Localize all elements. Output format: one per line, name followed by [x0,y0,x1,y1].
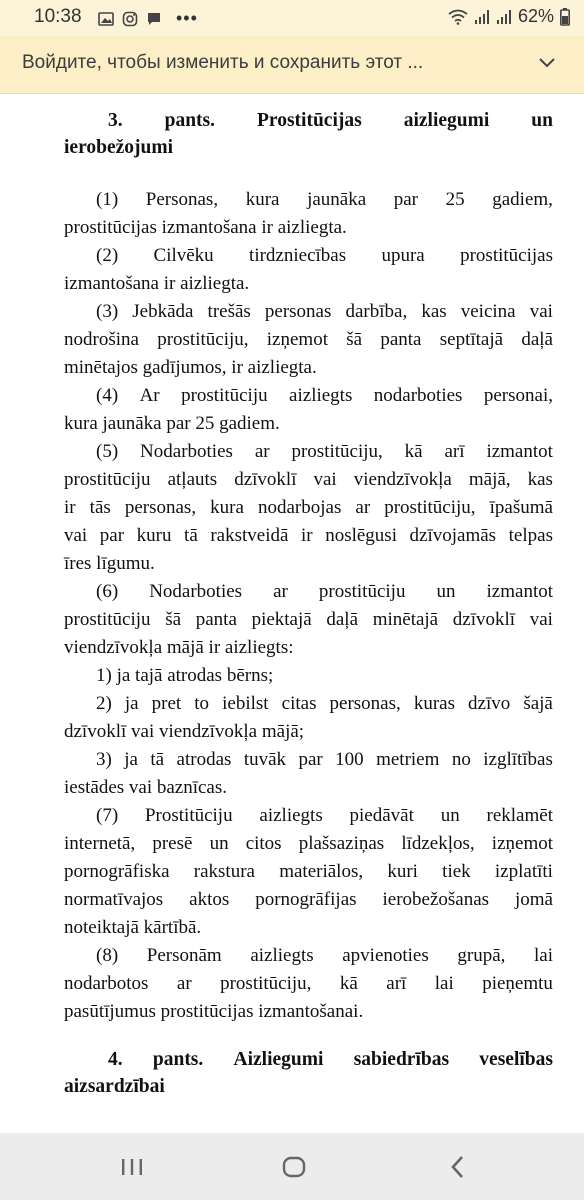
list-item-3: 3) ja tā atrodas tuvāk par 100 metriem no izglītības iestādes vai baznīcas. [64,746,553,802]
recent-apps-icon[interactable] [118,1153,146,1181]
battery-icon [560,8,570,26]
word: tuvāk [243,749,287,770]
word: prostitūciju [318,581,406,602]
section-3-heading [64,107,553,161]
word: apvienoties [342,945,429,966]
word: trešās [207,301,251,322]
word: Ar [139,385,160,406]
word: tirdzniecības [249,245,347,266]
word: internetā, [64,833,136,854]
word: Personām [146,945,222,966]
word: vai [64,525,88,546]
word: ar [176,973,192,994]
word: par [99,525,125,546]
word: 3) [96,749,112,770]
sign-in-banner-text: Войдите, чтобы изменить и сохранить этот ... [22,52,424,73]
word: personai, [483,385,553,406]
word: šajā [523,693,553,714]
paragraph-7: (7) Prostitūciju aizliegts piedāvāt un reklamēt internetā, presē un citos plašsaziņas līdzekļos, izņemot pornogrāfiska rakstura materiālos, kuri tiek izplatīti normatīvajos aktos pornogrāfijas ierobežošanas jomā noteiktajā kārtībā. [64,802,553,942]
word: prostitūciju, [384,497,476,518]
word: citos [245,833,282,854]
word: izglītības [483,749,553,770]
word: atrodas [176,749,232,770]
word: tiek [442,861,471,882]
word: kas [421,301,447,322]
word: darbība, [345,301,408,322]
word: (3) [96,301,119,322]
word: aizliegts [259,805,323,826]
word: septītajā [439,329,504,350]
word: metriem [376,749,440,770]
word: par [298,749,323,770]
word: (8) [96,945,119,966]
word: pornogrāfijas [255,889,357,910]
section-4-heading [64,1046,553,1100]
paragraph-3: (3) Jebkāda trešās personas darbība, kas veicina vai nodrošina prostitūciju, izņemot šā panta septītajā daļā minētajos gadījumos, ir aizliegta. [64,298,553,382]
word: kuras [413,693,455,714]
word: personas, [329,693,401,714]
word: plašsaziņas [298,833,385,854]
word: kuru [136,525,172,546]
paragraph-8: (8) Personām aizliegts apvienoties grupā, lai nodarbotos ar prostitūciju, kā arī lai pieņemtu pasūtījumus prostitūcijas izmantošanai. [64,942,553,1026]
word: Jebkāda [132,301,194,322]
word: dzīvo [468,693,511,714]
paragraph-2: (2) Cilvēku tirdzniecības upura prostitūcijas izmantošana ir aizliegta. [64,242,553,298]
word: daļā [521,329,553,350]
word: īpašumā [489,497,553,518]
signal-icon-2 [496,9,512,25]
word: ierobežošanas [382,889,490,910]
word: (2) [96,245,119,266]
word: prostitūciju, [291,441,383,462]
word: piektajā [251,609,312,630]
status-right [448,6,570,27]
word: nodarbotos [64,973,149,994]
word: lai [434,973,454,994]
word: 100 [335,749,364,770]
word: (6) [96,581,119,602]
word: nodrošina [64,329,139,350]
word: prostitūciju, [157,329,249,350]
word: pornogrāfiska [64,861,170,882]
word: ir [301,525,313,546]
word: (5) [96,441,119,462]
word: atļauts [167,469,218,490]
word: aktos [189,889,230,910]
word: mājā, [468,469,511,490]
word: presē [152,833,193,854]
word: no [451,749,471,770]
notification-icons [98,8,198,29]
word: tā [150,749,165,770]
word: reklamēt [486,805,553,826]
word: 2) [96,693,112,714]
word: panta [195,609,237,630]
word: prostitūciju [181,385,268,406]
word: ar [254,441,270,462]
paragraph-4: (4) Ar prostitūciju aizliegts nodarboties personai, kura jaunāka par 25 gadiem. [64,382,553,438]
gallery-icon [98,11,114,27]
word: vai [529,609,553,630]
word: arī [444,441,465,462]
word: materiālos, [279,861,364,882]
word: prostitūciju [64,609,151,630]
navigation-bar [0,1133,584,1200]
word: daļā [326,609,359,630]
word: nodarbojas [257,497,342,518]
word: (4) [96,385,119,406]
section-3-heading-line1: 3. pants. Prostitūcijas aizliegumi un [108,110,553,131]
word: piedāvāt [349,805,414,826]
word: pret [151,693,182,714]
word: personas, [124,497,197,518]
word: ja [124,693,139,714]
word: tās [89,497,111,518]
word: ar [355,497,371,518]
word: upura [381,245,425,266]
more-notifications: ••• [176,8,198,28]
word: dzīvoklī [234,469,297,490]
word: kuri [387,861,418,882]
paragraph-5: (5) Nodarboties ar prostitūciju, kā arī izmantot prostitūciju atļauts dzīvoklī vai viendzīvokļa mājā, kas ir tās personas, kura nodarbojas ar prostitūciju, īpašumā vai par kuru tā rakstveidā ir noslēgusi dzīvojamās telpas īres līgumu. [64,438,553,578]
word: to [194,693,210,714]
word: lai [534,945,553,966]
word: Cilvēku [153,245,214,266]
paragraph-6: (6) Nodarboties ar prostitūciju un izmantot prostitūciju šā panta piektajā daļā minētajā dzīvoklī vai viendzīvokļa mājā ir aizliegts: [64,578,553,662]
word: noslēgusi [325,525,397,546]
word: gadiem, [492,189,553,210]
word: personas [264,301,332,322]
word: rakstveidā [210,525,289,546]
word: (7) [96,805,119,826]
word: izmantot [486,441,553,462]
word: rakstura [193,861,255,882]
word: kura [210,497,244,518]
word: jomā [515,889,553,910]
word: citas [281,693,317,714]
word: šā [165,609,182,630]
word: izplatīti [494,861,553,882]
message-icon [146,11,162,27]
section-4-heading-line2: aizsardzībai [64,1076,165,1097]
word: normatīvajos [64,889,164,910]
instagram-icon [122,11,138,27]
word: nodarboties [373,385,463,406]
back-icon[interactable] [444,1153,472,1181]
battery-percent: 62% [517,6,554,26]
word: dzīvoklī [452,609,516,630]
word: arī [386,973,407,994]
word: prostitūciju, [220,973,312,994]
document-content [0,93,584,1133]
word: izmantot [486,581,553,602]
word: iebilst [222,693,269,714]
word: aizliegts [289,385,353,406]
word: 25 [445,189,465,210]
word: aizliegts [250,945,314,966]
word: ir [64,497,76,518]
paragraph-1: (1) Personas, kura jaunāka par 25 gadiem, prostitūcijas izmantošana ir aizliegta. [64,186,553,242]
word: kura [245,189,280,210]
word: dzīvojamās [409,525,497,546]
word: Nodarboties [140,441,233,462]
word: tā [184,525,198,546]
word: un [440,805,460,826]
word: ar [273,581,288,602]
word: prostitūciju [64,469,151,490]
word: Personas, [145,189,219,210]
word: par [393,189,419,210]
word: šā [346,329,363,350]
word: grupā, [457,945,506,966]
sign-in-banner[interactable] [0,36,584,94]
status-bar [0,0,584,36]
word: un [209,833,229,854]
word: kā [404,441,423,462]
home-icon[interactable] [280,1153,308,1181]
list-item-2: 2) ja pret to iebilst citas personas, kuras dzīvo šajā dzīvoklī vai viendzīvokļa mājā; [64,690,553,746]
section-3-heading-line2: ierobežojumi [64,137,174,158]
word: un [436,581,456,602]
word: vai [313,469,337,490]
word: izņemot [266,329,328,350]
word: ja [124,749,138,770]
word: prostitūcijas [460,245,553,266]
word: pieņemtu [482,973,553,994]
list-item-1: 1) ja tajā atrodas bērns; [96,665,274,686]
word: Nodarboties [149,581,243,602]
word: kas [527,469,553,490]
word: Prostitūciju [144,805,233,826]
section-4-heading-line1: 4. pants. Aizliegumi sabiedrības veselības [108,1049,553,1070]
status-time: 10:38 [34,6,82,27]
chevron-down-icon[interactable] [538,56,556,70]
word: panta [380,329,422,350]
word: vai [529,301,553,322]
wifi-icon [448,9,468,25]
word: minētajā [372,609,439,630]
word: viendzīvokļa [353,469,452,490]
word: kā [339,973,358,994]
word: līdzekļos, [401,833,475,854]
word: telpas [508,525,553,546]
word: izņemot [491,833,553,854]
signal-icon-1 [474,9,490,25]
word: veicina [460,301,516,322]
word: jaunāka [307,189,367,210]
word: (1) [96,189,119,210]
